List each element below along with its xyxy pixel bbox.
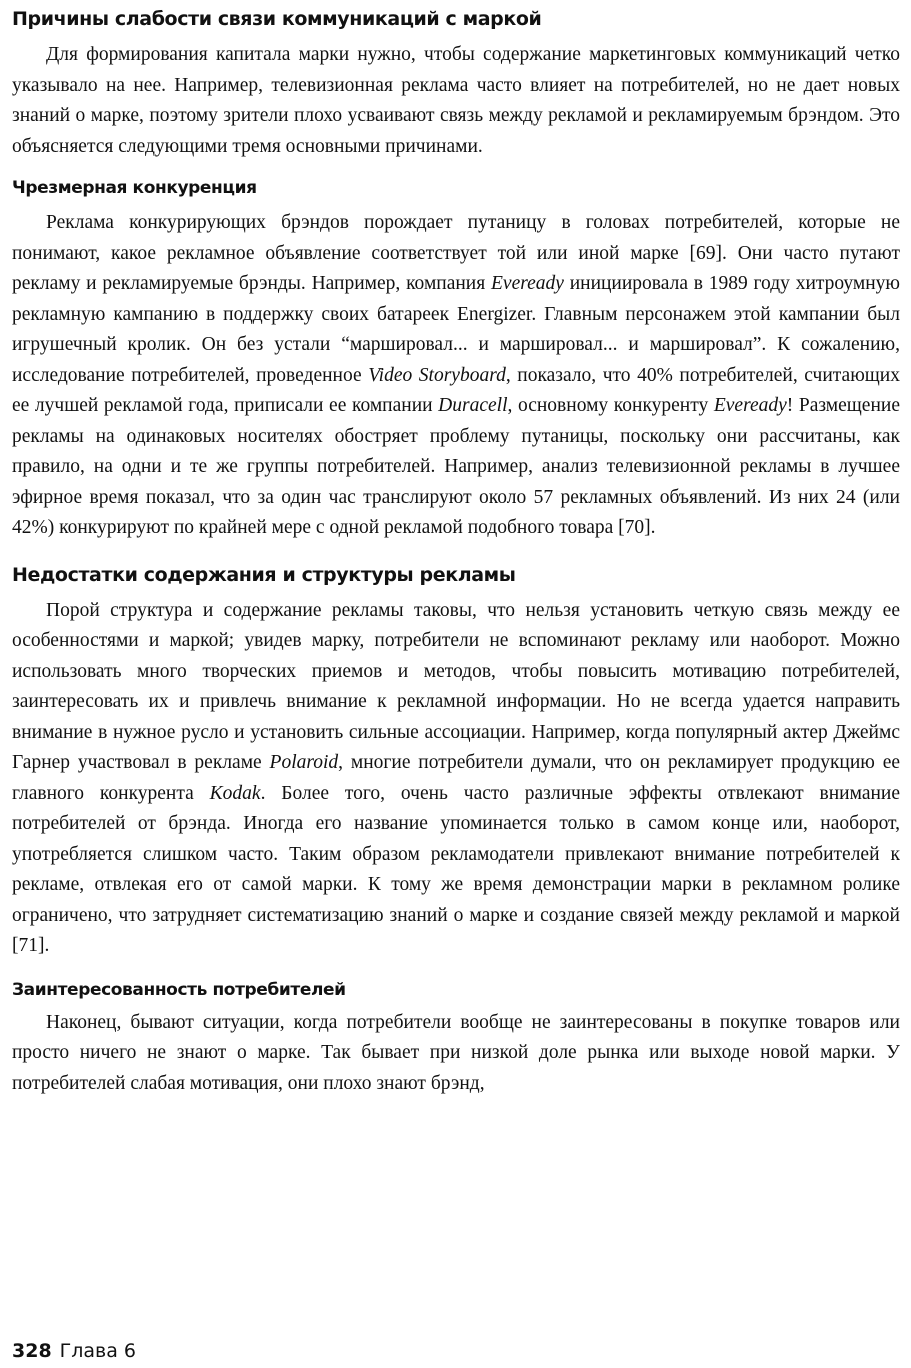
page-number: 328 [12,1340,52,1362]
paragraph-competition [12,208,900,544]
chapter-label: Глава 6 [59,1340,137,1362]
text-run: , показало, что 40% потребителей, считающих ее лучшей рекламой года, приписали ее компании [12,364,900,416]
text-run: Порой структура и содержание рекламы таковы, что нельзя установить четкую связь между ее особенностями и маркой; увидев марку, потребители не вспоминают рекламу или наоборот. Можно использовать много творческих приемов и методов, чтобы повысить мотивацию потребителей, заинтересовать их и привлечь внимание к рекламной информации. Но не всегда удается направить внимание в нужное русло и установить сильные ассоциации. Например, когда популярный актер Джеймс Гарнер участвовал в рекламе [12,599,900,773]
text-run: , основному конкуренту [507,395,714,416]
brand-name-italic: Polaroid [269,752,339,773]
paragraph-ad-structure [12,596,900,962]
text-run: Реклама конкурирующих брэндов порождает путаницу в головах потребителей, которые не понимают, какое рекламное объявление соответствует той или иной марке [69]. Они часто путают рекламу и рекламируемые брэнды. Например, компания [12,212,900,294]
brand-name-italic: Kodak [209,782,261,804]
text-run: инициировала в 1989 году хитроумную рекламную кампанию в поддержку своих батареек Energizer. Главным персонажем этой кампании был игрушечный кролик. Он без устали “маршировал... и маршировал... и маршировал”. К сожалению, исследование потребителей, проведенное [12,273,900,386]
brand-name-italic: Eveready [491,273,564,294]
paragraph-consumer-interest [12,1008,900,1100]
subheading-consumer-interest: Заинтересованность потребителей [12,979,346,1000]
brand-name-italic: Eveready [713,395,787,416]
text-run: Для формирования капитала марки нужно, чтобы содержание маркетинговых коммуникаций четко указывало на нее. Например, телевизионная реклама часто влияет на потребителей, но не дает новых знаний о марке, поэтому зрители плохо усваивают связь между рекламой и рекламируемым брэндом. Это объясняется следующими тремя основными причинами. [12,44,900,157]
text-run: ! Размещение рекламы на одинаковых носителях обостряет проблему путаницы, поскольку они рассчитаны, как правило, на одни и те же группы потребителей. Например, анализ телевизионной рекламы в лучшее эфирное время показал, что за один час транслируют около 57 рекламных объявлений. Из них 24 (или 42%) конкурируют по крайней мере с одной рекламой подобного товара [70]. [12,395,900,538]
subheading-competition: Чрезмерная конкуренция [12,178,257,198]
page-footer [12,1340,136,1362]
text-run: , многие потребители думали, что он рекламирует продукцию ее главного конкурента [12,752,900,804]
paragraph-weak-link [12,40,900,162]
brand-name-italic: Video Storyboard [368,364,506,386]
text-run: Наконец, бывают ситуации, когда потребители вообще не заинтересованы в покупке товаров или просто ничего не знают о марке. Так бывает при низкой доле рынка или выходе новой марки. У потребителей слабая мотивация, они плохо знают брэнд, [12,1011,900,1094]
text-run: . Более того, очень часто различные эффекты отвлекают внимание потребителей от брэнда. Иногда его название упоминается только в самом конце или, наоборот, употребляется слишком часто. Таким образом рекламодатели привлекают внимание потребителей к рекламе, отвлекая его от самой марки. К тому же время демонстрации марки в рекламном ролике ограничено, что затрудняет систематизацию знаний о марке и создание связей между рекламой и маркой [71]. [12,782,901,956]
section-heading-weak-link: Причины слабости связи коммуникаций с маркой [12,8,542,30]
brand-name-italic: Duracell [438,395,508,416]
page-content [12,4,900,1099]
section-heading-ad-structure: Недостатки содержания и структуры рекламы [12,563,516,586]
